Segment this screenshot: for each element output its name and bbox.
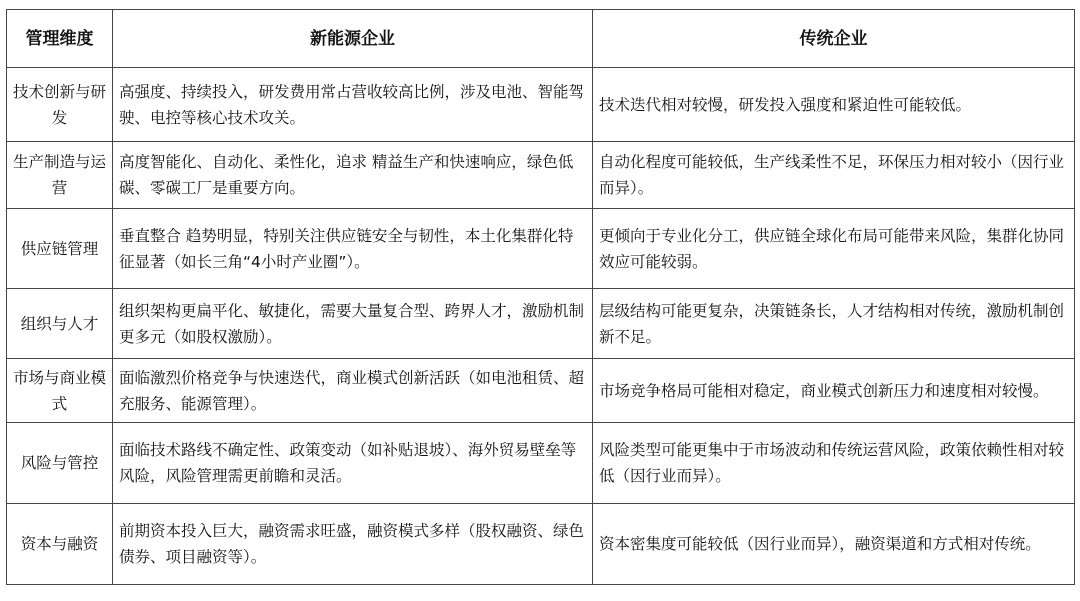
table-header-row	[7, 10, 1075, 68]
row-traditional: 更倾向于专业化分工，供应链全球化布局可能带来风险，集群化协同效应可能较弱。	[593, 209, 1075, 289]
row-dimension: 供应链管理	[7, 209, 113, 289]
header-traditional: 传统企业	[593, 10, 1075, 68]
row-new-energy: 前期资本投入巨大，融资需求旺盛，融资模式多样（股权融资、绿色债券、项目融资等）。	[113, 504, 593, 585]
table-row	[7, 209, 1075, 289]
row-new-energy: 面临激烈价格竞争与快速迭代，商业模式创新活跃（如电池租赁、超充服务、能源管理）。	[113, 359, 593, 423]
table-row	[7, 423, 1075, 504]
row-dimension: 生产制造与运营	[7, 142, 113, 209]
header-new-energy: 新能源企业	[113, 10, 593, 68]
table-row	[7, 504, 1075, 585]
table-row	[7, 142, 1075, 209]
row-traditional: 层级结构可能更复杂，决策链条长，人才结构相对传统，激励机制创新不足。	[593, 289, 1075, 359]
row-new-energy: 高度智能化、自动化、柔性化，追求 精益生产和快速响应，绿色低碳、零碳工厂是重要方向。	[113, 142, 593, 209]
row-dimension: 资本与融资	[7, 504, 113, 585]
table-row	[7, 359, 1075, 423]
row-dimension: 市场与商业模式	[7, 359, 113, 423]
row-new-energy: 高强度、持续投入，研发费用常占营收较高比例，涉及电池、智能驾驶、电控等核心技术攻关。	[113, 68, 593, 142]
row-new-energy: 垂直整合 趋势明显，特别关注供应链安全与韧性，本土化集群化特征显著（如长三角“4小时产业圈”）。	[113, 209, 593, 289]
table-row	[7, 289, 1075, 359]
row-new-energy: 面临技术路线不确定性、政策变动（如补贴退坡）、海外贸易壁垒等风险，风险管理需更前瞻和灵活。	[113, 423, 593, 504]
row-traditional: 风险类型可能更集中于市场波动和传统运营风险，政策依赖性相对较低（因行业而异）。	[593, 423, 1075, 504]
row-dimension: 风险与管控	[7, 423, 113, 504]
row-traditional: 市场竞争格局可能相对稳定，商业模式创新压力和速度相对较慢。	[593, 359, 1075, 423]
row-traditional: 资本密集度可能较低（因行业而异），融资渠道和方式相对传统。	[593, 504, 1075, 585]
row-new-energy: 组织架构更扁平化、敏捷化，需要大量复合型、跨界人才，激励机制更多元（如股权激励）。	[113, 289, 593, 359]
row-traditional: 自动化程度可能较低，生产线柔性不足，环保压力相对较小（因行业而异）。	[593, 142, 1075, 209]
table-row	[7, 68, 1075, 142]
comparison-table	[6, 9, 1075, 585]
row-dimension: 技术创新与研发	[7, 68, 113, 142]
row-traditional: 技术迭代相对较慢，研发投入强度和紧迫性可能较低。	[593, 68, 1075, 142]
comparison-table-container	[6, 9, 1074, 597]
header-dimension: 管理维度	[7, 10, 113, 68]
row-dimension: 组织与人才	[7, 289, 113, 359]
